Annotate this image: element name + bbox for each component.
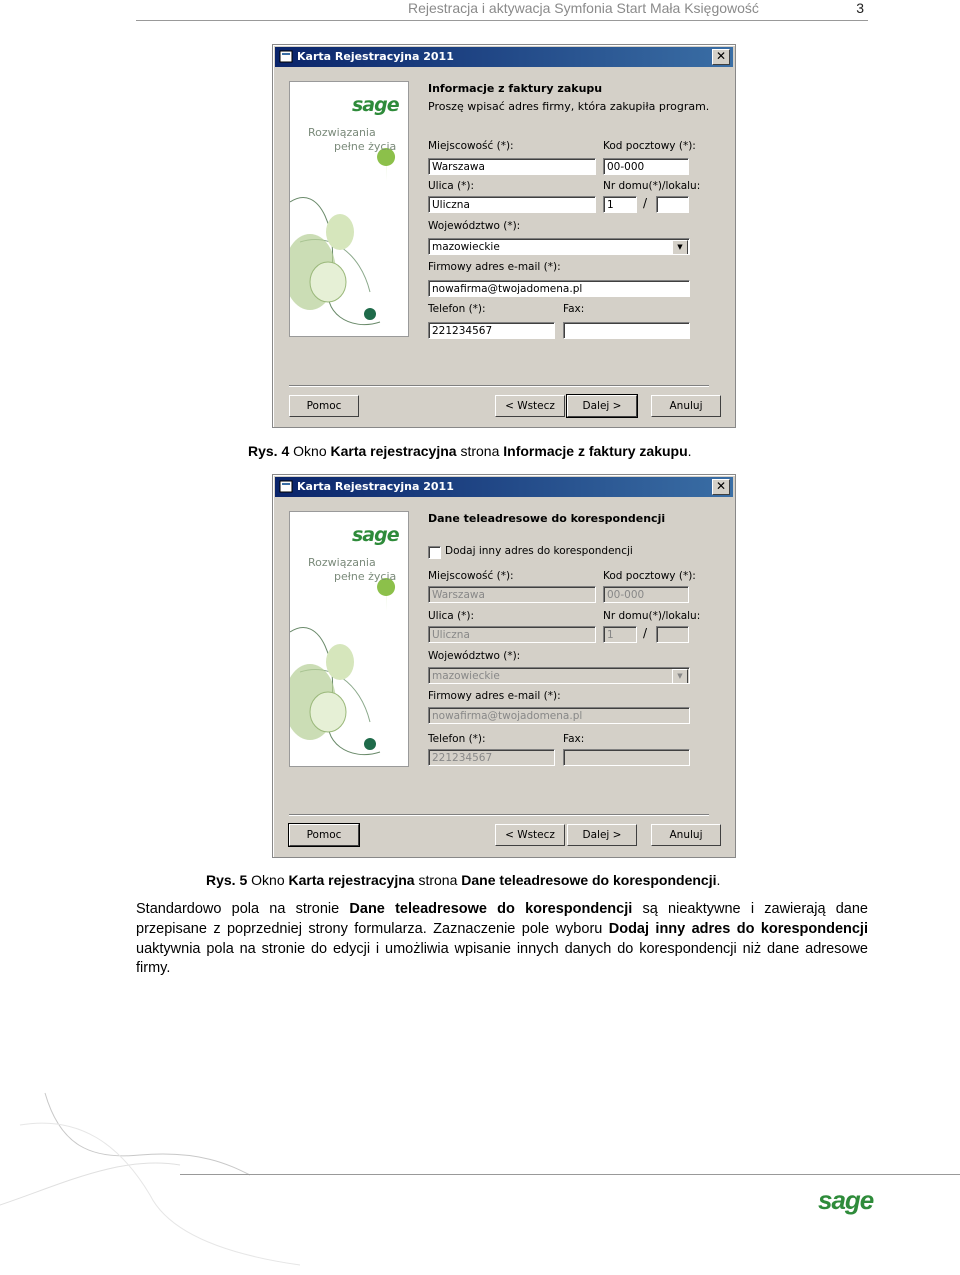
section-title: Dane teleadresowe do korespondencji <box>428 512 666 525</box>
figure-caption-5: Rys. 5 Okno Karta rejestracyjna strona Dane teleadresowe do korespondencji. <box>206 872 721 888</box>
page-header <box>136 0 868 21</box>
email-input[interactable]: nowafirma@twojadomena.pl <box>428 280 690 297</box>
phone-label: Telefon (*): <box>428 303 486 315</box>
sidebar-banner <box>289 81 409 337</box>
street-label: Ulica (*): <box>428 610 475 622</box>
tagline-line1: Rozwiązania <box>308 126 376 139</box>
sage-logo: sage <box>352 524 399 546</box>
cancel-button[interactable]: Anuluj <box>651 395 721 417</box>
house-number-input[interactable]: 1 <box>603 196 637 213</box>
province-label: Województwo (*): <box>428 650 521 662</box>
next-button[interactable]: Dalej > <box>567 824 637 846</box>
registration-window-invoice <box>272 44 736 428</box>
button-separator <box>289 814 709 816</box>
province-select[interactable] <box>428 238 690 255</box>
street-input[interactable]: Uliczna <box>428 626 596 643</box>
cancel-button[interactable]: Anuluj <box>651 824 721 846</box>
province-select[interactable] <box>428 667 690 684</box>
fax-label: Fax: <box>563 733 585 745</box>
back-button[interactable]: < Wstecz <box>495 395 565 417</box>
postal-label: Kod pocztowy (*): <box>603 140 696 152</box>
flat-number-input[interactable] <box>656 626 689 643</box>
app-icon <box>279 50 293 63</box>
street-input[interactable]: Uliczna <box>428 196 596 213</box>
checkbox-label: Dodaj inny adres do korespondencji <box>445 545 633 557</box>
section-title: Informacje z faktury zakupu <box>428 82 603 95</box>
figure-caption-4: Rys. 4 Okno Karta rejestracyjna strona Informacje z faktury zakupu. <box>248 443 692 459</box>
button-separator <box>289 385 709 387</box>
email-label: Firmowy adres e-mail (*): <box>428 261 561 273</box>
close-button[interactable]: ✕ <box>712 479 730 495</box>
province-value: mazowieckie <box>432 670 500 682</box>
decorative-leaves <box>290 512 408 766</box>
postal-label: Kod pocztowy (*): <box>603 570 696 582</box>
tagline-line1: Rozwiązania <box>308 556 376 569</box>
city-input[interactable]: Warszawa <box>428 158 596 175</box>
city-input[interactable]: Warszawa <box>428 586 596 603</box>
phone-input[interactable]: 221234567 <box>428 322 555 339</box>
phone-input[interactable]: 221234567 <box>428 749 555 766</box>
fax-label: Fax: <box>563 303 585 315</box>
decorative-swirl <box>0 1085 320 1275</box>
street-label: Ulica (*): <box>428 180 475 192</box>
footer-line <box>180 1174 960 1175</box>
flat-number-input[interactable] <box>656 196 689 213</box>
fax-input[interactable] <box>563 749 690 766</box>
city-label: Miejscowość (*): <box>428 140 514 152</box>
email-input[interactable]: nowafirma@twojadomena.pl <box>428 707 690 724</box>
fax-input[interactable] <box>563 322 690 339</box>
house-number-input[interactable]: 1 <box>603 626 637 643</box>
house-label: Nr domu(*)/lokalu: <box>603 180 701 192</box>
registration-window-correspondence <box>272 474 736 858</box>
next-button[interactable]: Dalej > <box>567 395 637 417</box>
province-label: Województwo (*): <box>428 220 521 232</box>
header-title: Rejestracja i aktywacja Symfonia Start Mała Księgowość <box>408 0 759 16</box>
add-other-address-checkbox[interactable] <box>428 546 441 559</box>
sage-logo: sage <box>352 94 399 116</box>
help-button[interactable]: Pomoc <box>289 395 359 417</box>
phone-label: Telefon (*): <box>428 733 486 745</box>
chevron-down-icon[interactable]: ▼ <box>672 669 688 684</box>
close-button[interactable]: ✕ <box>712 49 730 65</box>
tagline-line2: pełne życia <box>334 570 397 583</box>
section-subtitle: Proszę wpisać adres firmy, która zakupiła program. <box>428 100 710 113</box>
city-label: Miejscowość (*): <box>428 570 514 582</box>
back-button[interactable]: < Wstecz <box>495 824 565 846</box>
body-paragraph: Standardowo pola na stronie Dane teleadresowe do korespondencji są nieaktywne i zawierają dane przepisane z poprzedniej strony formularza. Zaznaczenie pole wyboru Dodaj inny adres do korespondencji uaktywnia pola na stronie do edycji i umożliwia wpisanie innych danych do korespondencji niż dane adresowe firmy. <box>136 901 868 977</box>
title-bar <box>275 47 733 67</box>
app-icon <box>279 480 293 493</box>
help-button[interactable]: Pomoc <box>289 824 359 846</box>
window-title: Karta Rejestracyjna 2011 <box>297 480 454 493</box>
slash-separator: / <box>643 196 648 210</box>
house-label: Nr domu(*)/lokalu: <box>603 610 701 622</box>
slash-separator: / <box>643 626 648 640</box>
province-value: mazowieckie <box>432 241 500 253</box>
postal-input[interactable]: 00-000 <box>603 158 689 175</box>
tagline-line2: pełne życia <box>334 140 397 153</box>
chevron-down-icon[interactable]: ▼ <box>672 240 688 255</box>
sidebar-banner <box>289 511 409 767</box>
footer-sage-logo: sage <box>818 1185 874 1215</box>
title-bar <box>275 477 733 497</box>
decorative-leaves <box>290 82 408 336</box>
page-number: 3 <box>856 0 864 16</box>
window-title: Karta Rejestracyjna 2011 <box>297 50 454 63</box>
postal-input[interactable]: 00-000 <box>603 586 689 603</box>
email-label: Firmowy adres e-mail (*): <box>428 690 561 702</box>
